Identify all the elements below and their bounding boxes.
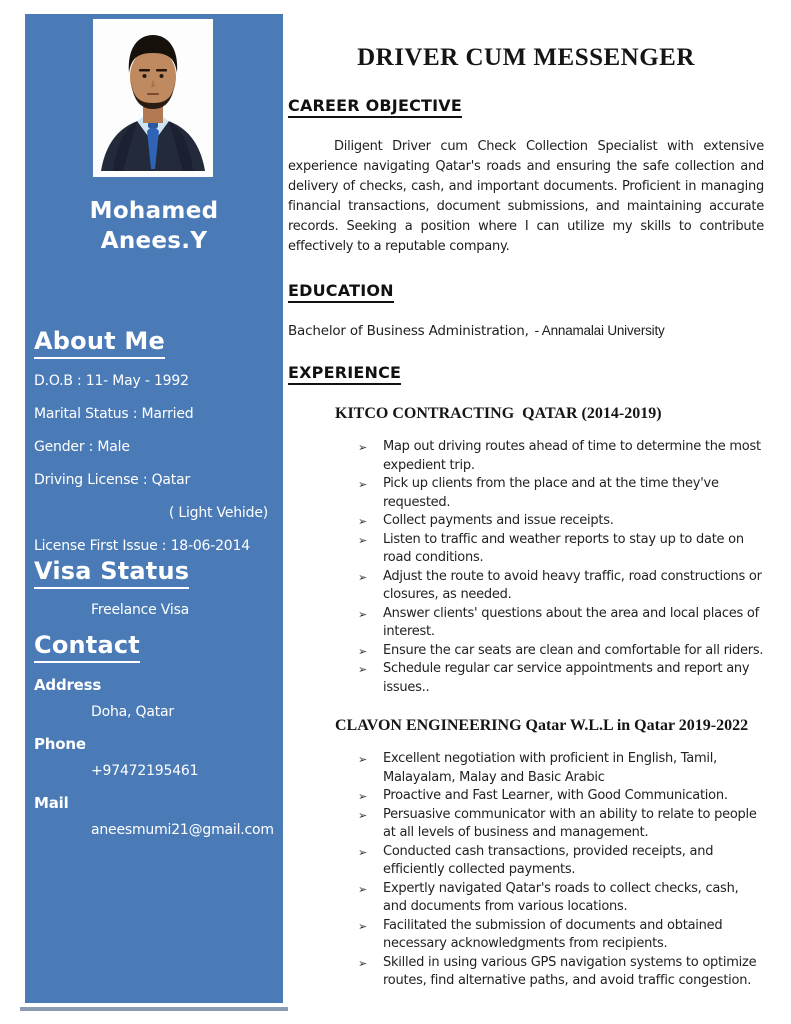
- contact-label: Mail: [34, 794, 69, 812]
- job-bullets: [288, 438, 764, 697]
- contact-item: [34, 794, 274, 838]
- about-me-items: [34, 372, 270, 556]
- job-bullet: [358, 660, 764, 697]
- arrow-bullet-icon: ➢: [358, 753, 367, 766]
- job-bullet: [358, 917, 764, 954]
- profile-photo: [93, 19, 213, 177]
- about-item-text: Gender : Male: [34, 439, 130, 455]
- job-bullet: [358, 512, 764, 531]
- experience-jobs: [288, 405, 764, 991]
- job-bullet: [358, 568, 764, 605]
- arrow-bullet-icon: ➢: [358, 441, 367, 454]
- arrow-bullet-icon: ➢: [358, 790, 367, 803]
- about-item-text: License First Issue : 18-06-2014: [34, 538, 250, 554]
- arrow-bullet-icon: ➢: [358, 570, 367, 584]
- job-bullet-text: Pick up clients from the place and at the time they've requested.: [383, 476, 719, 510]
- resume-main-column: [288, 0, 764, 991]
- job-block: [288, 717, 764, 991]
- career-objective-heading: CAREER OBJECTIVE: [288, 96, 764, 118]
- job-bullet-text: Map out driving routes ahead of time to determine the most expedient trip.: [383, 439, 761, 473]
- sidebar-shadow: [20, 1007, 288, 1011]
- contact-value: +97472195461: [91, 763, 199, 779]
- job-bullet: [358, 787, 764, 806]
- job-bullet: [358, 750, 764, 787]
- job-block: [288, 405, 764, 697]
- arrow-bullet-icon: ➢: [358, 515, 367, 528]
- visa-status-value: Freelance Visa: [91, 602, 190, 618]
- visa-status-heading: Visa Status: [34, 557, 270, 589]
- education-entry: [288, 323, 764, 339]
- about-item: [34, 438, 270, 457]
- job-bullet: [358, 843, 764, 880]
- job-bullet: [358, 605, 764, 642]
- profile-photo-illustration: [93, 19, 213, 177]
- job-company: CLAVON ENGINEERING Qatar W.L.L in Qatar 2019-2022: [335, 717, 749, 734]
- contact-item: [34, 676, 270, 720]
- about-item-text: Marital Status : Married: [34, 406, 194, 422]
- about-item: [34, 372, 270, 391]
- job-bullet: [358, 438, 764, 475]
- education-heading: EDUCATION: [288, 281, 764, 303]
- job-bullet: [358, 806, 764, 843]
- arrow-bullet-icon: ➢: [358, 644, 367, 658]
- job-bullet-text: Listen to traffic and weather reports to stay up to date on road conditions.: [383, 531, 744, 565]
- contact-item: [34, 735, 270, 779]
- job-bullet: [358, 954, 764, 991]
- arrow-bullet-icon: ➢: [358, 607, 367, 621]
- experience-heading: EXPERIENCE: [288, 363, 764, 385]
- candidate-first-name: Mohamed: [89, 198, 219, 224]
- candidate-last-name: Anees.Y: [100, 228, 208, 254]
- job-company: KITCO CONTRACTING QATAR (2014-2019): [335, 405, 662, 422]
- contact-heading: Contact: [34, 631, 270, 663]
- job-bullet: [358, 475, 764, 512]
- arrow-bullet-icon: ➢: [358, 919, 367, 933]
- job-bullet-text: Facilitated the submission of documents and obtained necessary acknowledgments from recipients.: [383, 917, 723, 951]
- job-bullet-text: Adjust the route to avoid heavy traffic, road constructions or closures, as needed.: [383, 568, 762, 602]
- candidate-name: [25, 196, 283, 256]
- education-degree: Bachelor of Business Administration,: [288, 323, 529, 339]
- contact-section: [34, 631, 274, 853]
- education-university: - Annamalai University: [534, 323, 665, 338]
- contact-value: Doha, Qatar: [91, 704, 174, 720]
- job-bullet-text: Persuasive communicator with an ability to relate to people at all levels of business and management.: [383, 806, 757, 840]
- about-item: [34, 405, 270, 424]
- arrow-bullet-icon: ➢: [358, 808, 367, 822]
- about-item: [34, 504, 270, 523]
- about-item-text: ( Light Vehide): [168, 505, 268, 521]
- about-item: [34, 471, 270, 490]
- job-bullet-text: Excellent negotiation with proficient in English, Tamil, Malayalam, Malay and Basic Arabic: [383, 751, 718, 785]
- job-bullet-text: Schedule regular car service appointments and report any issues..: [383, 661, 750, 695]
- arrow-bullet-icon: ➢: [358, 478, 367, 491]
- job-bullet-text: Expertly navigated Qatar's roads to collect checks, cash, and documents from various locations.: [383, 880, 739, 914]
- job-bullet-text: Conducted cash transactions, provided receipts, and efficiently collected payments.: [383, 843, 714, 877]
- about-item-text: Driving License : Qatar: [34, 472, 191, 488]
- job-bullet-text: Skilled in using various GPS navigation systems to optimize routes, find alternative paths, and avoid traffic congestion.: [383, 954, 757, 988]
- arrow-bullet-icon: ➢: [358, 882, 367, 896]
- arrow-bullet-icon: ➢: [358, 533, 367, 547]
- job-bullet: [358, 531, 764, 568]
- page-title: DRIVER CUM MESSENGER: [357, 44, 695, 71]
- contact-items: [34, 676, 274, 838]
- about-me-heading: About Me: [34, 327, 270, 359]
- job-bullets: [288, 750, 764, 991]
- career-objective-text: Diligent Driver cum Check Collection Specialist with extensive experience navigating Qatar's roads and ensuring the safe collection and delivery of checks, cash, and important documents. Proficient in managing financial transactions, document submissions, and maintaining accurate records. Seeking a position where I can utilize my skills to contribute effectively to a reputable company.: [288, 139, 764, 254]
- visa-status-section: [34, 557, 270, 632]
- arrow-bullet-icon: ➢: [358, 956, 367, 970]
- about-me-section: [34, 327, 270, 570]
- job-bullet-text: Ensure the car seats are clean and comfortable for all riders.: [383, 642, 764, 658]
- job-bullet-text: Proactive and Fast Learner, with Good Communication.: [383, 788, 728, 803]
- contact-label: Phone: [34, 735, 86, 753]
- job-bullet-text: Collect payments and issue receipts.: [383, 513, 614, 528]
- resume-sidebar: [25, 14, 283, 1003]
- contact-value: aneesmumi21@gmail.com: [91, 822, 274, 838]
- contact-label: Address: [34, 676, 102, 694]
- job-bullet-text: Answer clients' questions about the area and local places of interest.: [383, 605, 759, 639]
- job-bullet: [358, 880, 764, 917]
- job-bullet: [358, 642, 764, 661]
- about-item-text: D.O.B : 11- May - 1992: [34, 373, 189, 389]
- about-item: [34, 537, 270, 556]
- arrow-bullet-icon: ➢: [358, 845, 367, 859]
- arrow-bullet-icon: ➢: [358, 663, 367, 676]
